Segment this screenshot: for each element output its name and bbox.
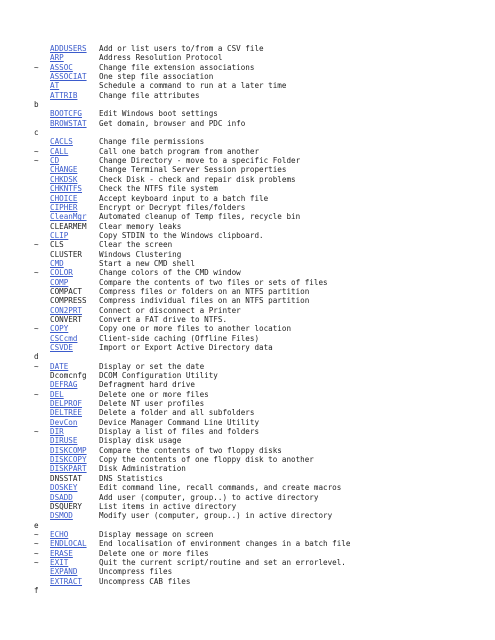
command-link[interactable]: ASSOCIAT [50,72,87,82]
command-description: Start a new CMD shell [99,258,196,268]
command-link[interactable]: ERASE [50,548,73,558]
command-row [34,268,484,277]
command-row [34,250,484,259]
command-row [34,455,484,464]
section-letter: c [34,128,39,138]
command-description: Delete a folder and all subfolders [99,408,255,418]
command-description: Quit the current script/routine and set an errorlevel. [99,557,346,567]
command-name: CLS [50,240,64,250]
section-letter: f [34,585,39,595]
command-description: Address Resolution Protocol [99,53,223,63]
command-row [34,194,484,203]
command-description: Automated cleanup of Temp files, recycle bin [99,212,301,222]
command-row [34,530,484,539]
command-row [34,175,484,184]
command-link[interactable]: EXTRACT [50,576,83,586]
command-description: Change file permissions [99,137,205,147]
command-description: Call one batch program from another [99,146,260,156]
command-description: Copy one or more files to another location [99,324,292,334]
command-row [34,334,484,343]
command-row [34,222,484,231]
command-row [34,156,484,165]
command-link[interactable]: DATE [50,361,69,371]
section-letter: d [34,352,39,362]
command-description: DNS Statistics [99,473,164,483]
command-description: Get domain, browser and PDC info [99,118,246,128]
command-link[interactable]: DELTREE [50,408,83,418]
command-description: Compress files or folders on an NTFS partition [99,286,310,296]
command-row [34,63,484,72]
command-description: Change file extension associations [99,62,255,72]
command-description: Compare the contents of two files or sets of files [99,277,328,287]
command-link[interactable]: ADDUSERS [50,44,87,53]
command-link[interactable]: AT [50,81,60,91]
command-description: Client-side caching (Offline Files) [99,333,260,343]
builtin-marker: ~ [34,557,39,567]
command-description: Change Directory - move to a specific Folder [99,156,301,166]
command-link[interactable]: CSCcmd [50,333,78,343]
command-link[interactable]: ARP [50,53,64,63]
command-description: Add user (computer, group..) to active directory [99,492,319,502]
command-link[interactable]: CleanMgr [50,212,87,222]
command-description: Schedule a command to run at a later time [99,81,287,91]
command-link[interactable]: BROWSTAT [50,118,87,128]
command-row [34,436,484,445]
command-description: Convert a FAT drive to NTFS. [99,314,228,324]
command-description: Display a list of files and folders [99,427,260,437]
command-row [34,502,484,511]
builtin-marker: ~ [34,361,39,371]
command-row [34,558,484,567]
command-description: Edit command line, recall commands, and create macros [99,483,342,493]
command-description: End localisation of environment changes in a batch file [99,539,351,549]
command-row [34,278,484,287]
command-link[interactable]: DSMOD [50,511,73,521]
command-row [34,147,484,156]
command-name: Dcomcnfg [50,371,87,381]
command-link[interactable]: CHANGE [50,165,78,175]
section-letter: b [34,100,39,110]
command-row [34,184,484,193]
command-description: Accept keyboard input to a batch file [99,193,269,203]
command-link[interactable]: CLIP [50,230,69,240]
command-description: List items in active directory [99,501,237,511]
command-link[interactable]: COMP [50,277,69,287]
builtin-marker: ~ [34,240,39,250]
command-row [34,567,484,576]
command-link[interactable]: DIRUSE [50,436,78,446]
command-link[interactable]: DSADD [50,492,73,502]
command-description: Display message on screen [99,529,214,539]
command-row [34,296,484,305]
command-row [34,511,484,520]
command-row [34,231,484,240]
command-description: Disk Administration [99,464,186,474]
command-link[interactable]: DEL [50,389,64,399]
command-description: Clear memory leaks [99,221,182,231]
command-link[interactable]: DEFRAG [50,380,78,390]
section-header [34,586,484,595]
command-description: Uncompress files [99,567,173,577]
command-link[interactable]: CIPHER [50,202,78,212]
command-row [34,315,484,324]
command-link[interactable]: CACLS [50,137,73,147]
command-description: Compress individual files on an NTFS partition [99,296,310,306]
command-link[interactable]: EXPAND [50,567,78,577]
command-row [34,212,484,221]
command-row [34,137,484,146]
command-description: Change Terminal Server Session properties [99,165,287,175]
builtin-marker: ~ [34,539,39,549]
command-description: Windows Clustering [99,249,182,259]
section-header [34,352,484,361]
command-row [34,259,484,268]
command-row [34,203,484,212]
command-name: COMPRESS [50,296,87,306]
command-name: DNSSTAT [50,473,83,483]
command-name: CONVERT [50,314,83,324]
command-row [34,306,484,315]
builtin-marker: ~ [34,427,39,437]
command-link[interactable]: ASSOC [50,62,73,72]
command-description: Display or set the date [99,361,205,371]
command-row [34,324,484,333]
section-header [34,521,484,530]
command-row [34,483,484,492]
command-row [34,287,484,296]
command-row [34,427,484,436]
command-description: Connect or disconnect a Printer [99,305,241,315]
command-link[interactable]: CMD [50,258,64,268]
command-link[interactable]: COLOR [50,268,73,278]
command-link[interactable]: ATTRIB [50,90,78,100]
command-description: Display disk usage [99,436,182,446]
command-description: Delete NT user profiles [99,399,205,409]
command-row [34,474,484,483]
command-link[interactable]: DIR [50,427,64,437]
command-description: Compare the contents of two floppy disks [99,445,282,455]
command-link[interactable]: EXIT [50,557,69,567]
command-row [34,380,484,389]
command-row [34,577,484,586]
command-description: Clear the screen [99,240,173,250]
command-link[interactable]: ECHO [50,529,69,539]
command-link[interactable]: BOOTCFG [50,109,83,119]
builtin-marker: ~ [34,268,39,278]
builtin-marker: ~ [34,529,39,539]
command-row [34,362,484,371]
command-row [34,81,484,90]
command-description: Change colors of the CMD window [99,268,241,278]
section-letter: e [34,520,39,530]
command-link[interactable]: DELPROF [50,399,83,409]
builtin-marker: ~ [34,156,39,166]
command-row [34,464,484,473]
builtin-marker: ~ [34,548,39,558]
command-link[interactable]: CON2PRT [50,305,83,315]
command-link[interactable]: COPY [50,324,69,334]
command-description: Import or Export Active Directory data [99,343,273,352]
command-row [34,539,484,548]
command-link[interactable]: ENDLOCAL [50,539,87,549]
command-description: DCOM Configuration Utility [99,371,218,381]
command-link[interactable]: DOSKEY [50,483,78,493]
command-description: Defragment hard drive [99,380,196,390]
builtin-marker: ~ [34,389,39,399]
command-list [34,44,484,595]
command-description: Copy the contents of one floppy disk to another [99,455,314,465]
command-description: Uncompress CAB files [99,576,191,586]
command-name: COMPACT [50,286,83,296]
command-description: Change file attributes [99,90,200,100]
command-description: Device Manager Command Line Utility [99,417,260,427]
command-link[interactable]: CD [50,156,60,166]
command-row [34,72,484,81]
command-name: DSQUERY [50,501,83,511]
section-header [34,128,484,137]
command-link[interactable]: CHKNTFS [50,184,83,194]
command-row [34,109,484,118]
command-description: Encrypt or Decrypt files/folders [99,202,246,212]
command-description: Modify user (computer, group..) in active directory [99,511,333,521]
builtin-marker: ~ [34,146,39,156]
command-description: One step file association [99,72,214,82]
command-link[interactable]: CHOICE [50,193,78,203]
command-row [34,446,484,455]
command-name: CLUSTER [50,249,83,259]
command-row [34,165,484,174]
command-description: Delete one or more files [99,389,209,399]
command-description: Edit Windows boot settings [99,109,218,119]
command-row [34,371,484,380]
command-description: Check Disk - check and repair disk problems [99,174,296,184]
command-link[interactable]: DevCon [50,417,78,427]
builtin-marker: ~ [34,324,39,334]
command-link[interactable]: CHKDSK [50,174,78,184]
command-link[interactable]: DISKCOMP [50,445,87,455]
command-row [34,343,484,352]
command-row [34,390,484,399]
command-row [34,418,484,427]
command-description: Delete one or more files [99,548,209,558]
command-link[interactable]: CSVDE [50,343,73,352]
command-row [34,399,484,408]
command-link[interactable]: CALL [50,146,69,156]
command-row [34,91,484,100]
command-description: Check the NTFS file system [99,184,218,194]
command-description: Add or list users to/from a CSV file [99,44,264,53]
command-link[interactable]: DISKCOPY [50,455,87,465]
section-header [34,100,484,109]
command-row [34,493,484,502]
command-row [34,549,484,558]
command-row [34,408,484,417]
command-row [34,119,484,128]
command-row [34,44,484,53]
command-link[interactable]: DISKPART [50,464,87,474]
builtin-marker: ~ [34,62,39,72]
command-row [34,53,484,62]
command-row [34,240,484,249]
command-name: CLEARMEM [50,221,87,231]
command-description: Copy STDIN to the Windows clipboard. [99,230,264,240]
